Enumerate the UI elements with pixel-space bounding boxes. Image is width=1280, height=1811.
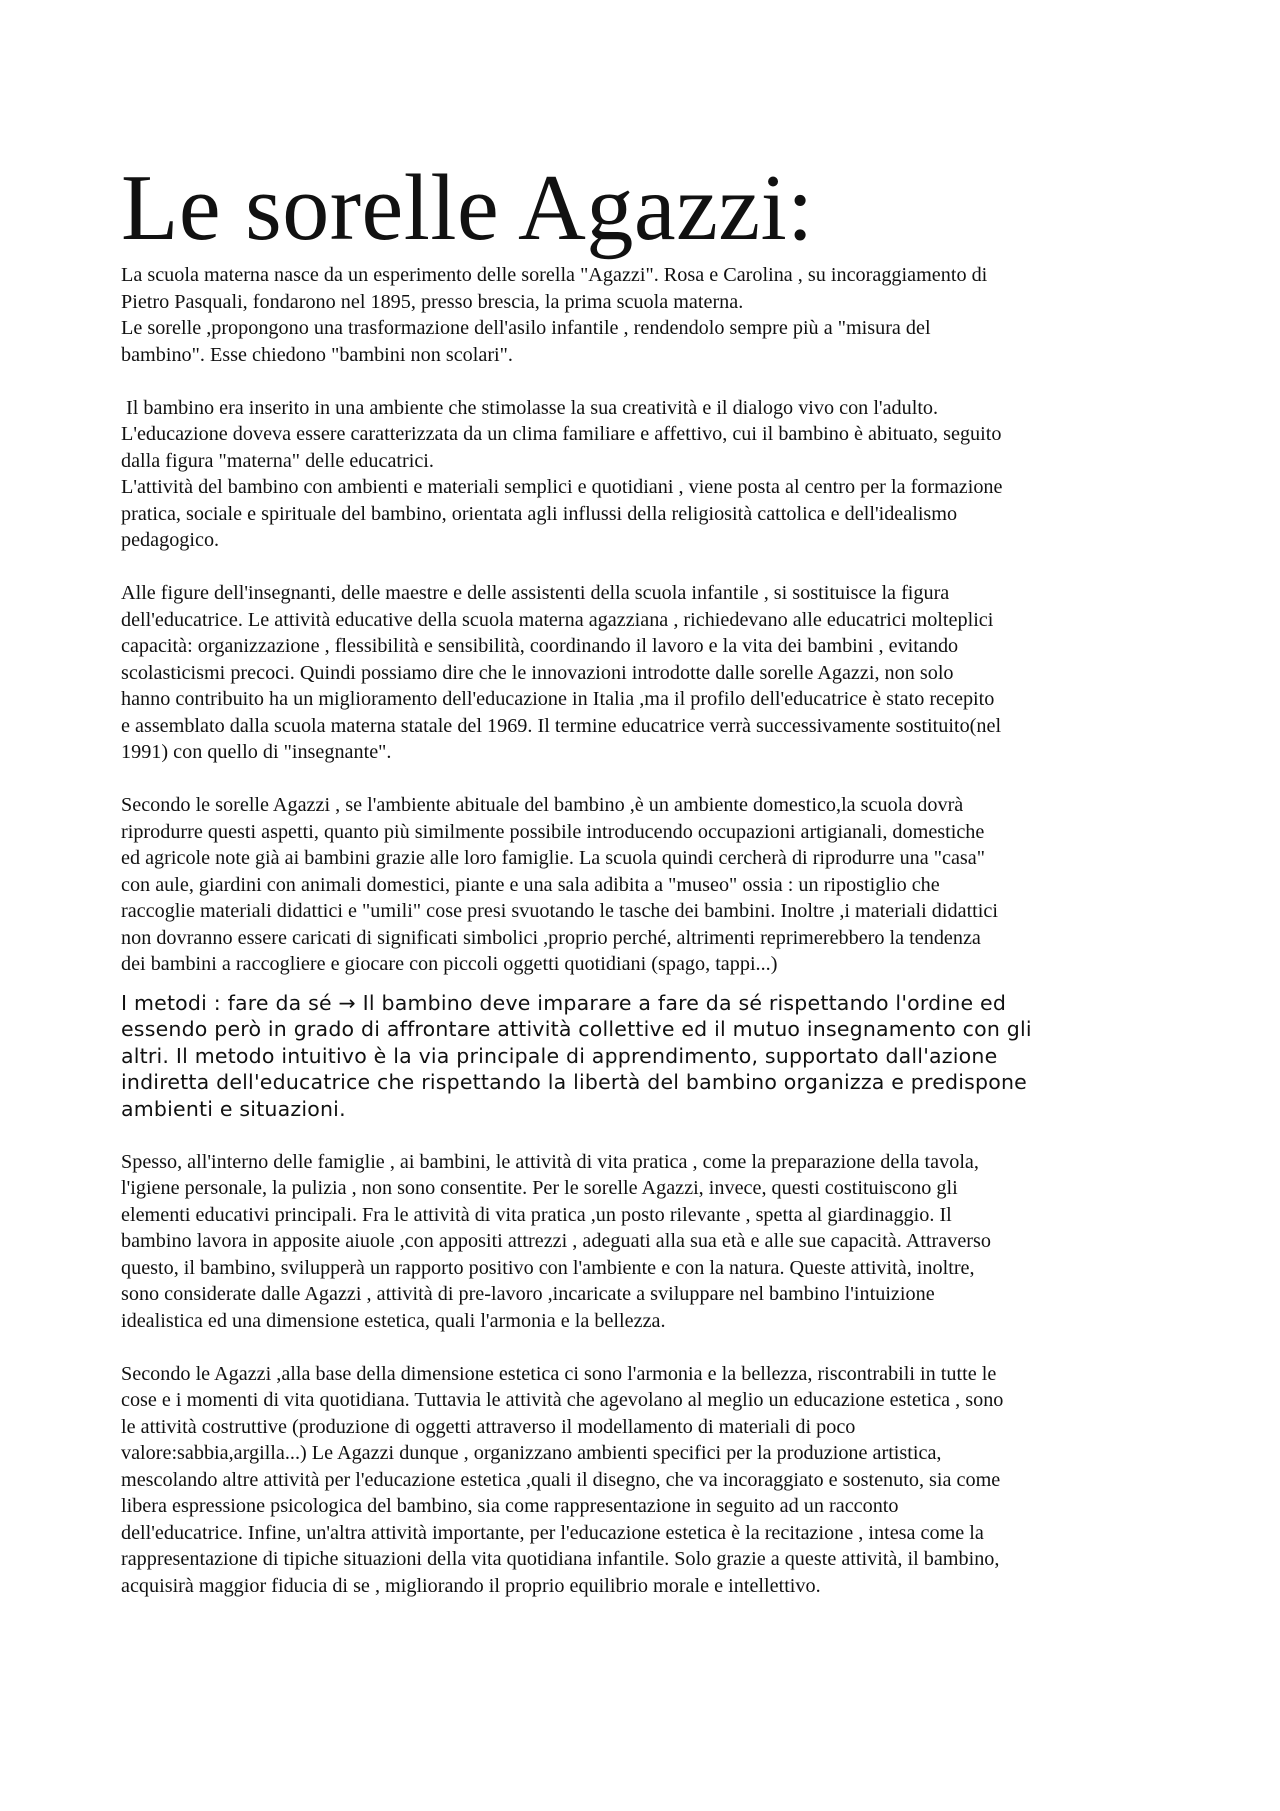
paragraph-environment: Il bambino era inserito in una ambiente che stimolasse la sua creatività e il dialogo vivo con l'adulto. L'educazione doveva essere caratterizzata da un clima familiare e affettivo, cui il bambino è abituato, seguito dalla figura "materna" delle educatrici. L'attività del bambino con ambienti e materiali semplici e quotidiani , viene posta al centro per la formazione pratica, sociale e spirituale del bambino, orientata agli influssi della religiosità cattolica e dell'idealismo pedagogico. (121, 396, 1003, 551)
paragraph-gap (121, 978, 1171, 990)
paragraph-origins: La scuola materna nasce da un esperimento delle sorella "Agazzi". Rosa e Carolina , su incoraggiamento di Pietro Pasquali, fondarono nel 1895, presso brescia, la prima scuola materna. Le sorelle ,propongono una trasformazione dell'asilo infantile , rendendolo sempre più a "misura del bambino". Esse chiedono "bambini non scolari". (121, 264, 988, 366)
document-page (121, 158, 1171, 1599)
paragraph-practical-life: Spesso, all'interno delle famiglie , ai bambini, le attività di vita pratica , come la preparazione della tavola, l'igiene personale, la pulizia , non sono consentite. Per le sorelle Agazzi, invece, questi costituiscono gli elementi educativi principali. Fra le attività di vita pratica ,un posto rilevante , spetta al giardinaggio. Il bambino lavora in apposite aiuole ,con appositi attrezzi , adeguati alla sua età e alle sue capacità. Attraverso questo, il bambino, svilupperà un rapporto positivo con l'ambiente e con la natura. Queste attività, inoltre, sono considerate dalle Agazzi , attività di pre-lavoro ,incaricate a sviluppare nel bambino l'intuizione idealistica ed una dimensione estetica, quali l'armonia e la bellezza. (121, 1150, 991, 1332)
paragraph-gap (121, 368, 1171, 395)
paragraph-educatrice: Alle figure dell'insegnanti, delle maestre e delle assistenti della scuola infantile , si sostituisce la figura dell'educatrice. Le attività educative della scuola materna agazziana , richiedevano alle educatrici molteplici capacità: organizzazione , flessibilità e sensibilità, coordinando il lavoro e la vita dei bambini , evitando scolasticismi precoci. Quindi possiamo dire che le innovazioni introdotte dalle sorelle Agazzi, non solo hanno contribuito ha un miglioramento dell'educazione in Italia ,ma il profilo dell'educatrice è stato recepito e assemblato dalla scuola materna statale del 1969. Il termine educatrice verrà successivamente sostituito(nel 1991) con quello di "insegnante". (121, 582, 1002, 763)
paragraph-gap (121, 554, 1171, 581)
document-title: Le sorelle Agazzi: (121, 156, 814, 260)
paragraph-gap (121, 1122, 1171, 1149)
paragraph-gap (121, 1334, 1171, 1361)
paragraph-aesthetics: Secondo le Agazzi ,alla base della dimensione estetica ci sono l'armonia e la bellezza, riscontrabili in tutte le cose e i momenti di vita quotidiana. Tuttavia le attività che agevolano al meglio un educazione estetica , sono le attività costruttive (produzione di oggetti attraverso il modellamento di materiali di poco valore:sabbia,argilla...) Le Agazzi dunque , organizzano ambienti specifici per la produzione artistica, mescolando altre attività per l'educazione estetica ,quali il disegno, che va incoraggiato e sostenuto, sia come libera espressione psicologica del bambino, sia come rappresentazione in seguito ad un racconto dell'educatrice. Infine, un'altra attività importante, per l'educazione estetica è la recitazione , intesa come la rappresentazione di tipiche situazioni della vita quotidiana infantile. Solo grazie a queste attività, il bambino, acquisirà maggior fiducia di se , migliorando il proprio equilibrio morale e intellettivo. (121, 1362, 1004, 1597)
paragraph-methods: I metodi : fare da sé → Il bambino deve imparare a fare da sé rispettando l'ordine ed essendo però in grado di affrontare attività collettive ed il mutuo insegnamento con gli altri. Il metodo intuitivo è la via principale di apprendimento, supportato dall'azione indiretta dell'educatrice che rispettando la libertà del bambino organizza e predispone ambienti e situazioni. (121, 990, 1032, 1121)
paragraph-domestic-school: Secondo le sorelle Agazzi , se l'ambiente abituale del bambino ,è un ambiente domestico,la scuola dovrà riprodurre questi aspetti, quanto più similmente possibile introducendo occupazioni artigianali, domestiche ed agricole note già ai bambini grazie alle loro famiglie. La scuola quindi cercherà di riprodurre una "casa" con aule, giardini con animali domestici, piante e una sala adibita a "museo" ossia : un ripostiglio che raccoglie materiali didattici e "umili" cose presi svuotando le tasche dei bambini. Inoltre ,i materiali didattici non dovranno essere caricati di significati simbolici ,proprio perché, altrimenti reprimerebbero la tendenza dei bambini a raccogliere e giocare con piccoli oggetti quotidiani (spago, tappi...) (121, 794, 998, 975)
paragraph-gap (121, 766, 1171, 793)
